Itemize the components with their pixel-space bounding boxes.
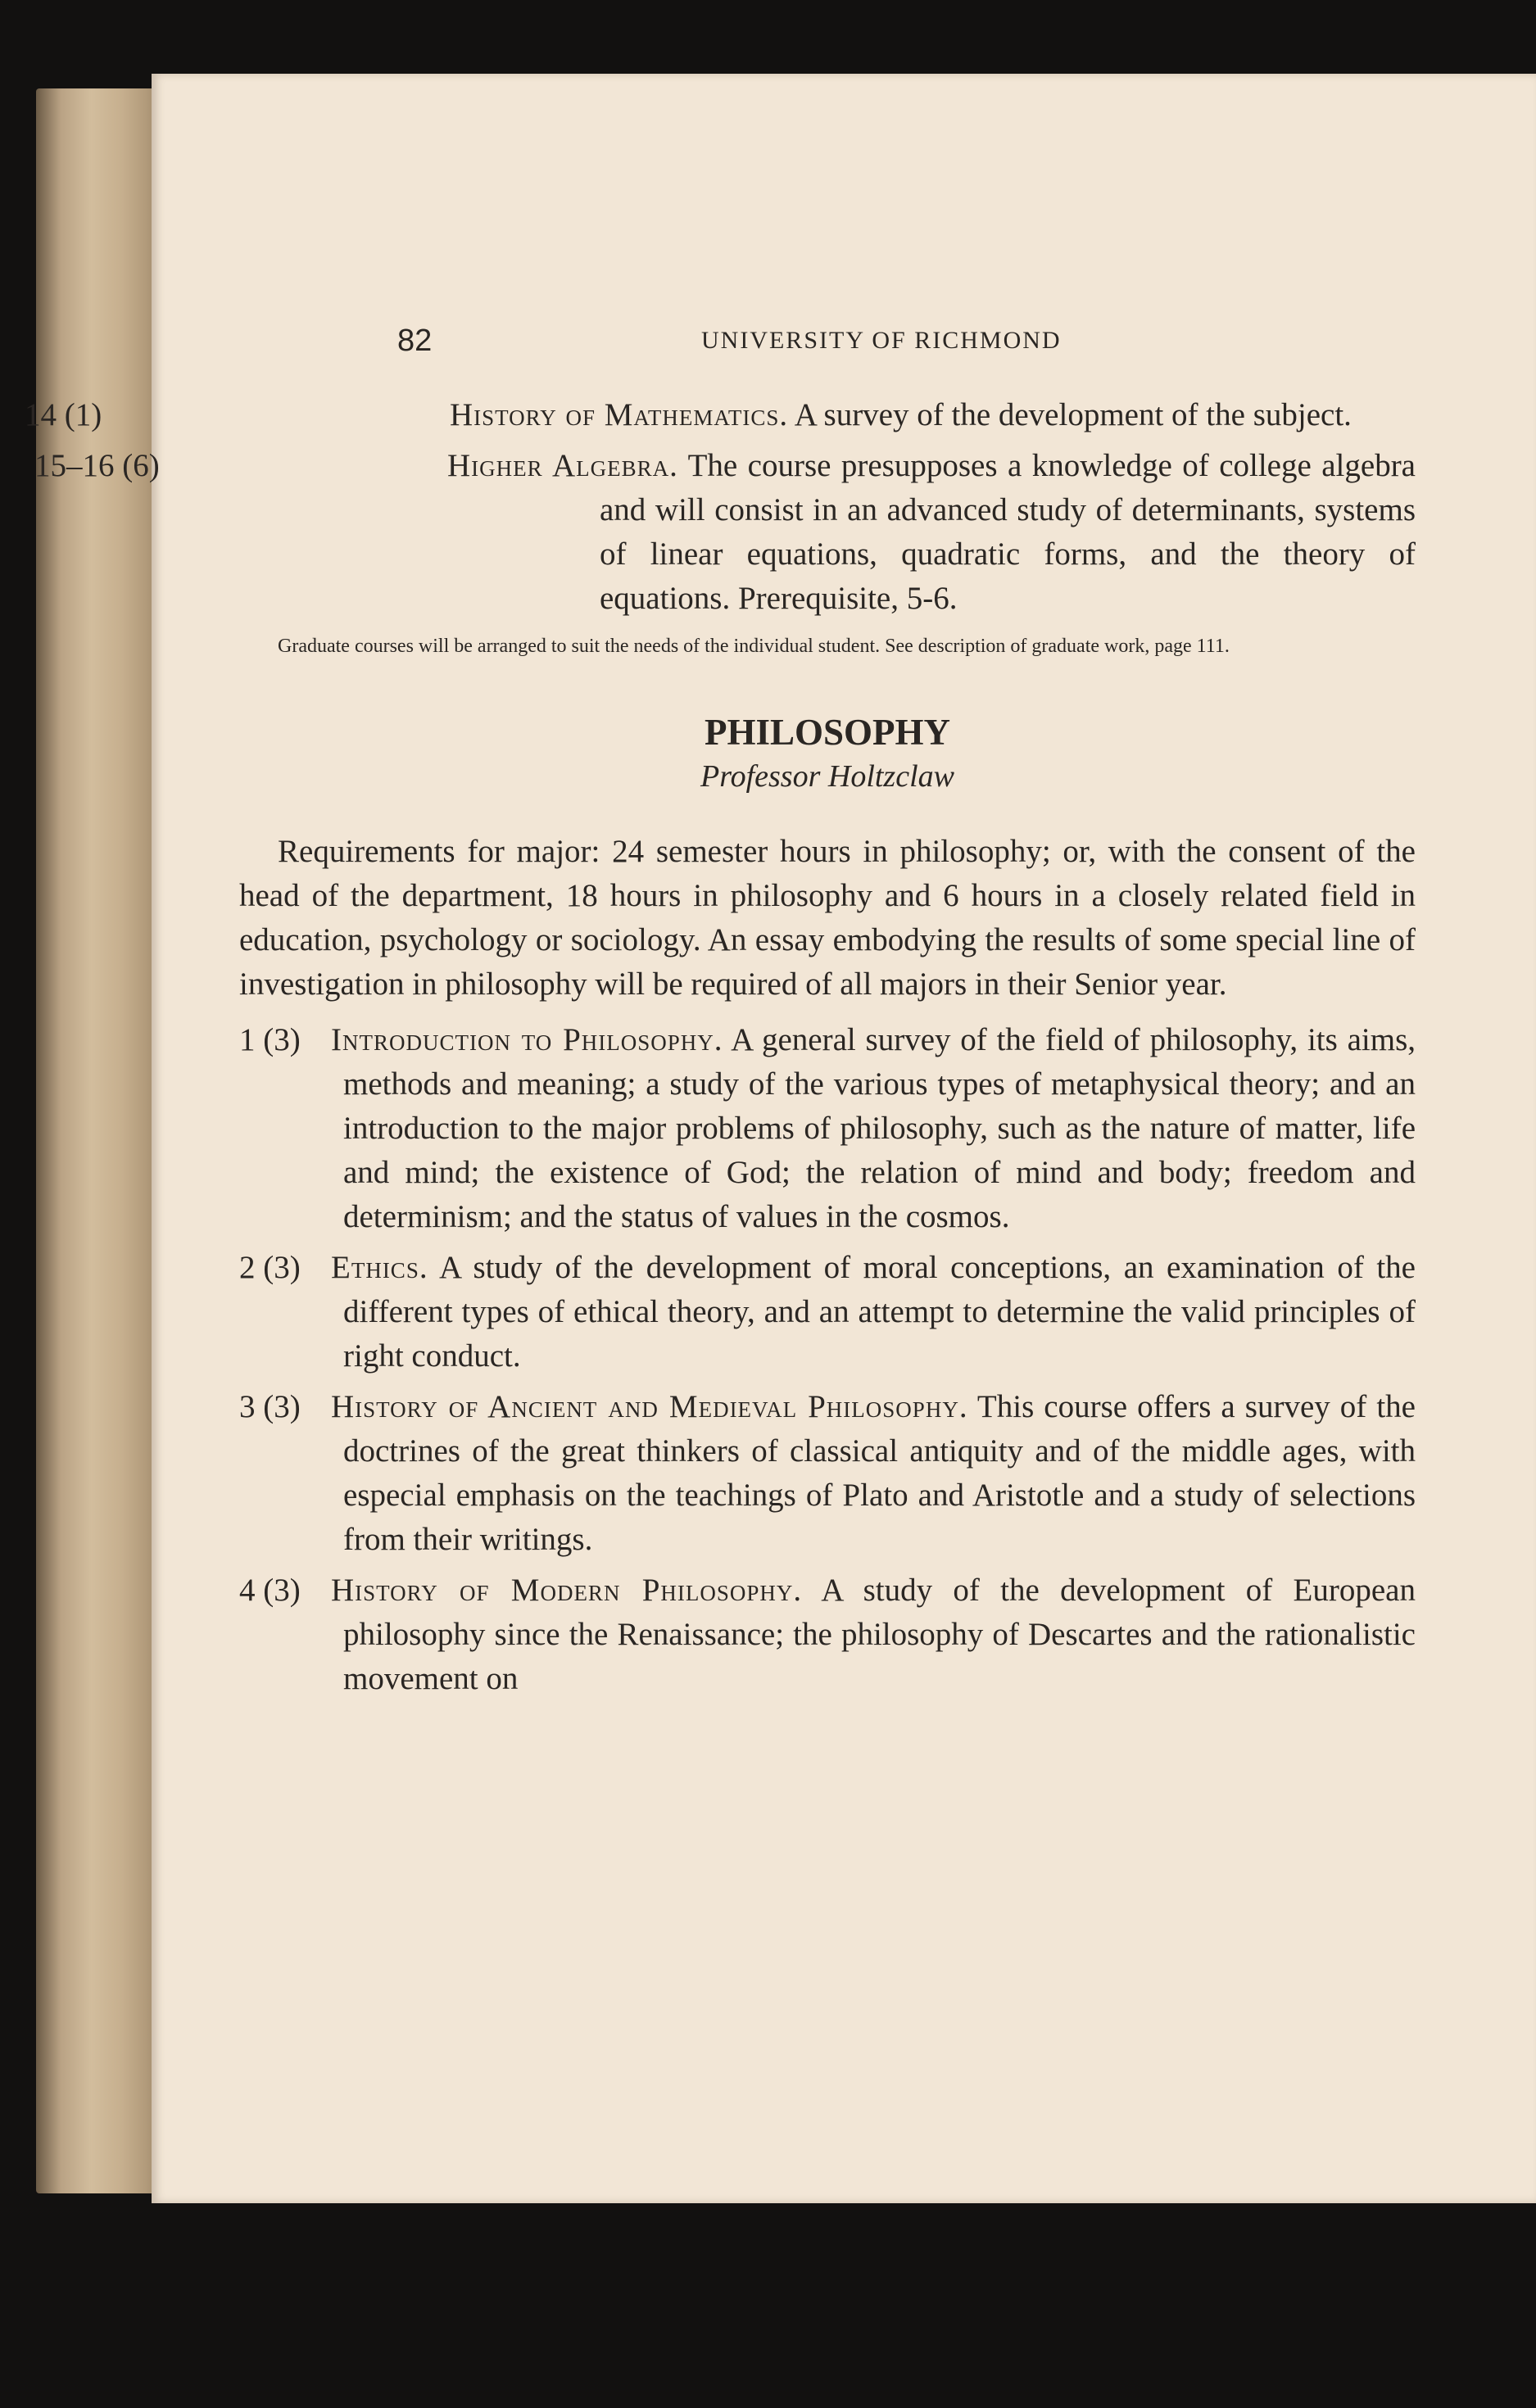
course-text [331,1018,1416,1239]
course-entry-math-15-16 [34,444,1416,621]
course-text [450,393,1416,437]
major-requirements: Requirements for major: 24 semester hours in philosophy; or, with the consent of the head of the department, 18 hours in philosophy and 6 hours in a closely related field in education, psychology or sociology. An essay embodying the results of some special line of investigation in philosophy will be required of all majors in their Senior year. [239,834,1416,1002]
course-description: This course offers a survey of the doctrines of the great thinkers of classical antiquity and of the middle ages, with especial emphasis on the teachings of Plato and Aristotle and a study of selections from their writings. [343,1389,1416,1557]
course-entry-phil-3 [239,1385,1416,1562]
course-text [331,1385,1416,1562]
course-title: Introduction to Philosophy. [331,1022,723,1057]
section-title: PHILOSOPHY [704,712,951,753]
course-entry-phil-4 [239,1568,1416,1701]
course-description: A survey of the development of the subject. [788,397,1352,432]
course-title: History of Ancient and Medieval Philosophy. [331,1389,968,1424]
course-title: History of Modern Philosophy. [331,1573,803,1608]
running-title: UNIVERSITY OF RICHMOND [701,327,1062,354]
course-number: 2 (3) [239,1250,301,1285]
course-text [331,1568,1416,1701]
course-title: Higher Algebra. [447,448,678,483]
course-description: The course presupposes a knowledge of college algebra and will consist in an advanced study of determinants, systems of linear equations, quadratic forms, and the theory of equations. Prerequisite, 5-6. [600,448,1416,616]
footnote [239,634,1416,659]
course-text [331,1246,1416,1378]
course-description: A study of the development of European philosophy since the Renaissance; the philosophy of Descartes and the rationalistic movement on [343,1573,1416,1696]
course-entry-phil-2 [239,1246,1416,1378]
course-number: 3 (3) [239,1389,301,1424]
course-title: History of Mathematics. [450,397,789,432]
course-entry-math-14 [25,393,1416,437]
running-head [239,321,1416,360]
course-description: A general survey of the field of philosophy, its aims, methods and meaning; a study of the various types of metaphysical theory; and an introduction to the major problems of philosophy, such as the nature of matter, life and mind; the existence of God; the relation of mind and body; freedom and determinism; and the status of values in the cosmos. [343,1022,1416,1234]
course-number: 1 (3) [239,1022,301,1057]
course-number: 4 (3) [239,1573,301,1608]
course-text [447,444,1416,621]
course-description: A study of the development of moral conceptions, an examination of the different types of ethical theory, and an attempt to determine the valid principles of right conduct. [343,1250,1416,1374]
footnote-text: Graduate courses will be arranged to suit the needs of the individual student. See description of graduate work, page 111. [278,636,1230,657]
page-number: 82 [397,324,433,358]
professor-name: Professor Holtzclaw [700,759,954,794]
course-number: 14 (1) [25,397,102,432]
course-number: 15–16 (6) [34,448,160,483]
page-content [25,321,1416,1708]
course-entry-phil-1 [239,1018,1416,1239]
course-title: Ethics. [331,1250,428,1285]
